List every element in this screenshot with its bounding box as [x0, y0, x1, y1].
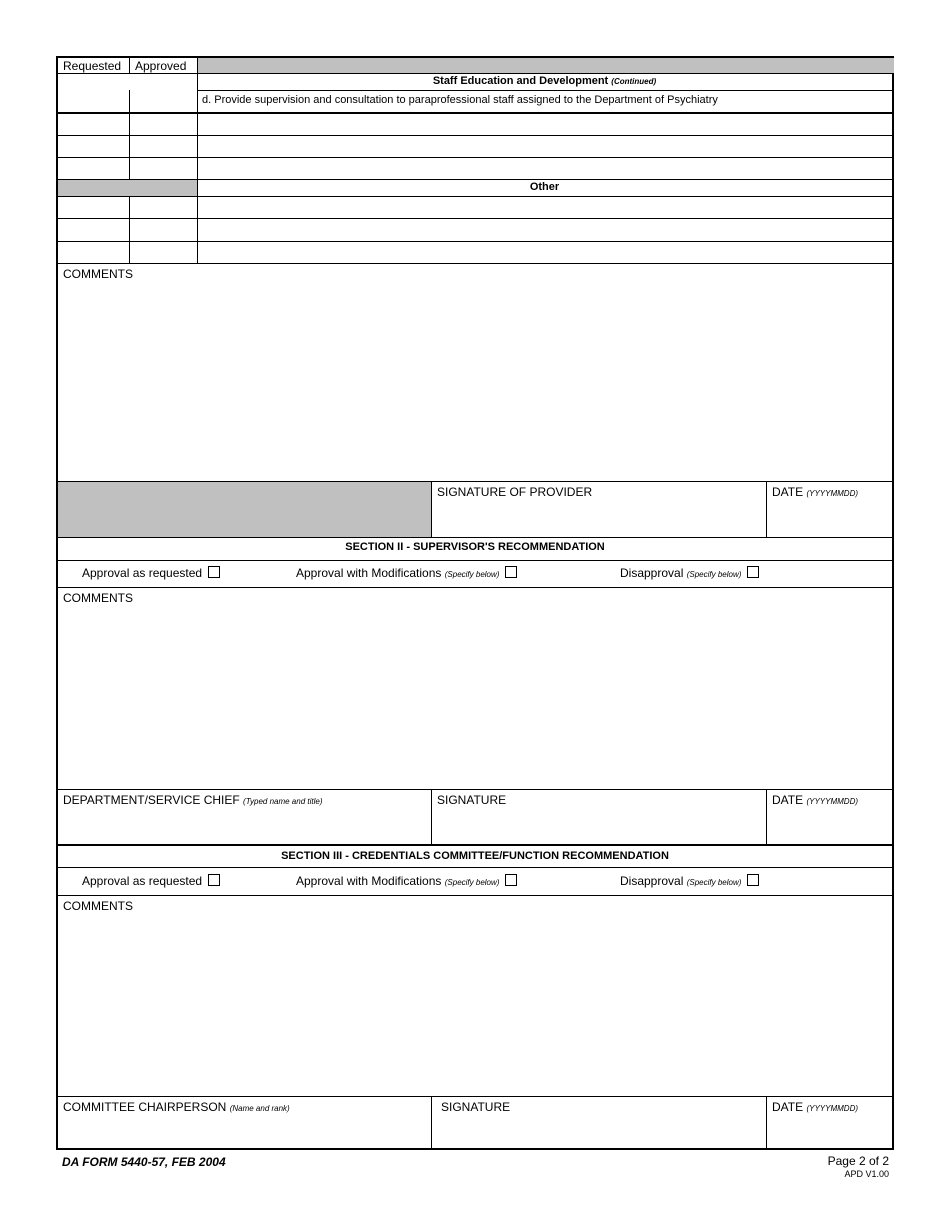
item-d-approved-cell[interactable]: [130, 91, 197, 112]
section2-option-approval[interactable]: Approval as requested: [82, 566, 220, 580]
section1-date-label: DATE (YYYYMMDD): [772, 485, 859, 499]
section2-option-disapproval[interactable]: Disapproval (Specify below): [620, 566, 759, 580]
service-chief-field[interactable]: [58, 790, 431, 844]
form-identifier: DA FORM 5440-57, FEB 2004: [62, 1155, 226, 1169]
other-row-description-cell[interactable]: [198, 197, 894, 218]
section1-date-field[interactable]: [767, 482, 894, 537]
section3-date-label: DATE (YYYYMMDD): [772, 1100, 859, 1114]
table-row-requested-cell[interactable]: [58, 113, 129, 135]
table-row-requested-cell[interactable]: [58, 158, 129, 179]
other-row-requested-cell[interactable]: [58, 242, 129, 263]
other-row-requested-cell[interactable]: [58, 219, 129, 241]
other-row-description-cell[interactable]: [198, 242, 894, 263]
staff-education-heading: Staff Education and Development (Continued): [432, 75, 657, 87]
section1-comments-label: COMMENTS: [63, 267, 133, 281]
other-row-requested-cell[interactable]: [58, 197, 129, 218]
form-page: [56, 56, 894, 1150]
section3-comments-field[interactable]: [58, 896, 894, 1096]
section2-date-label: DATE (YYYYMMDD): [772, 793, 859, 807]
provider-signature-label: SIGNATURE OF PROVIDER: [437, 485, 593, 499]
item-d-text: d. Provide supervision and consultation to paraprofessional staff assigned to the Department of Psychiatry: [202, 94, 718, 106]
table-row-description-cell[interactable]: [198, 158, 894, 179]
table-row-requested-cell[interactable]: [58, 136, 129, 157]
section3-modifications-checkbox[interactable]: [505, 874, 517, 886]
section3-disapproval-checkbox[interactable]: [747, 874, 759, 886]
section2-option-modifications[interactable]: Approval with Modifications (Specify below): [296, 566, 517, 580]
section2-approval-checkbox[interactable]: [208, 566, 220, 578]
page-number: Page 2 of 2: [827, 1154, 889, 1168]
section2-modifications-checkbox[interactable]: [505, 566, 517, 578]
section3-comments-label: COMMENTS: [63, 899, 133, 913]
section2-signature-label: SIGNATURE: [437, 793, 507, 807]
other-row-approved-cell[interactable]: [130, 197, 197, 218]
section2-date-field[interactable]: [767, 790, 894, 844]
table-row-approved-cell[interactable]: [130, 113, 197, 135]
section2-comments-field[interactable]: [58, 588, 894, 789]
section2-signature-field[interactable]: [432, 790, 766, 844]
service-chief-label: DEPARTMENT/SERVICE CHIEF (Typed name and title): [63, 793, 323, 807]
section1-comments-field[interactable]: [58, 264, 894, 481]
apd-version: APD V1.00: [844, 1169, 889, 1179]
table-row-description-cell[interactable]: [198, 113, 894, 135]
column-header-approved: Approved: [135, 59, 187, 73]
section3-option-disapproval[interactable]: Disapproval (Specify below): [620, 874, 759, 888]
item-d-requested-cell[interactable]: [58, 91, 129, 112]
section3-approval-checkbox[interactable]: [208, 874, 220, 886]
other-row-description-cell[interactable]: [198, 219, 894, 241]
section2-disapproval-checkbox[interactable]: [747, 566, 759, 578]
section2-title: SECTION II - SUPERVISOR'S RECOMMENDATION: [345, 541, 605, 553]
section3-date-field[interactable]: [767, 1097, 894, 1150]
committee-chairperson-field[interactable]: [58, 1097, 431, 1150]
section3-option-modifications[interactable]: Approval with Modifications (Specify below): [296, 874, 517, 888]
header-gray-bar: [197, 58, 894, 73]
committee-chairperson-label: COMMITTEE CHAIRPERSON (Name and rank): [63, 1100, 290, 1114]
section3-option-approval[interactable]: Approval as requested: [82, 874, 220, 888]
other-row-approved-cell[interactable]: [130, 219, 197, 241]
other-gray-cell: [58, 180, 197, 196]
other-heading: Other: [529, 181, 560, 193]
section1-gray-block: [58, 481, 431, 537]
section3-signature-label: SIGNATURE: [441, 1100, 511, 1114]
provider-signature-field[interactable]: [432, 482, 766, 537]
other-row-approved-cell[interactable]: [130, 242, 197, 263]
column-header-requested: Requested: [63, 59, 122, 73]
section3-signature-field[interactable]: [432, 1097, 766, 1150]
table-row-approved-cell[interactable]: [130, 158, 197, 179]
section3-title: SECTION III - CREDENTIALS COMMITTEE/FUNCTION RECOMMENDATION: [281, 850, 669, 862]
table-row-description-cell[interactable]: [198, 136, 894, 157]
page-indicator: [828, 1154, 889, 1179]
section2-comments-label: COMMENTS: [63, 591, 133, 605]
table-row-approved-cell[interactable]: [130, 136, 197, 157]
